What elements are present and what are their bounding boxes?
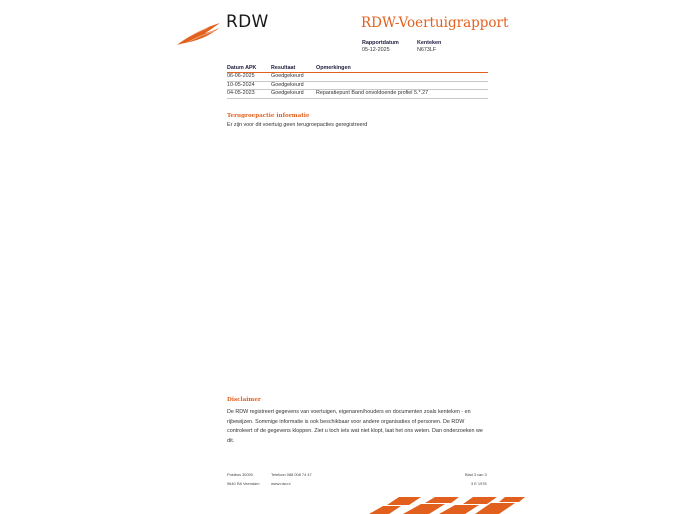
disclaimer-text: De RDW registreert gegevens van voertuigen, eigenaren/houders en documenten zoals kenteken - en rijbewijzen. Sommige informatie is ook beschikbaar voor andere organisaties of personen. De RDW controleert of de gegevens kloppen. Ziet u toch iets wat niet klopt, laat het ons weten. Dan onderzoeken we dit. (227, 409, 483, 444)
disclaimer-title: Disclaimer (227, 397, 261, 403)
table-cell-date: 10-05-2024 (227, 81, 255, 88)
report-date-label: Rapportdatum (362, 40, 399, 46)
table-cell-result: Goedgekeurd (271, 81, 304, 88)
footer-postcode: 9640 RA Veendam (227, 481, 260, 486)
footer-postbus: Postbus 30000 (227, 472, 253, 477)
table-header-divider (227, 72, 488, 73)
decorative-stripes-icon (369, 497, 525, 514)
plate-label: Kenteken (417, 40, 442, 46)
recall-text: Er zijn voor dit voertuig geen terugroepacties geregistreerd (227, 122, 368, 128)
plate-value: N673LF (417, 47, 437, 53)
table-cell-result: Goedgekeurd (271, 90, 304, 96)
recall-section-title: Terugroepactie informatie (227, 113, 310, 119)
table-header-result: Resultaat (271, 65, 296, 71)
footer-page-number: Blad 3 van 3 (465, 472, 487, 477)
report-date-value: 05-12-2025 (362, 47, 390, 53)
table-header-date: Datum APK (227, 65, 257, 71)
brand-name: RDW (226, 12, 269, 32)
table-header-remarks: Opmerkingen (316, 65, 351, 71)
footer-website[interactable]: www.rdw.nl (271, 481, 291, 486)
table-cell-result: Goedgekeurd (271, 73, 304, 79)
table-cell-remark: Reparatiepunt Band onvoldoende profiel 5.*.27 (316, 90, 429, 96)
document-title: RDW-Voertuigrapport (361, 15, 509, 31)
footer-phone: Telefoon 088 008 74 47 (271, 472, 312, 477)
table-row-divider (227, 81, 488, 82)
rdw-feather-logo-icon (176, 21, 222, 47)
footer-code: 3 E 1978 (471, 481, 487, 486)
table-row-divider (227, 98, 488, 99)
table-cell-date: 04-05-2023 (227, 90, 255, 96)
table-cell-date: 06-06-2025 (227, 73, 255, 79)
